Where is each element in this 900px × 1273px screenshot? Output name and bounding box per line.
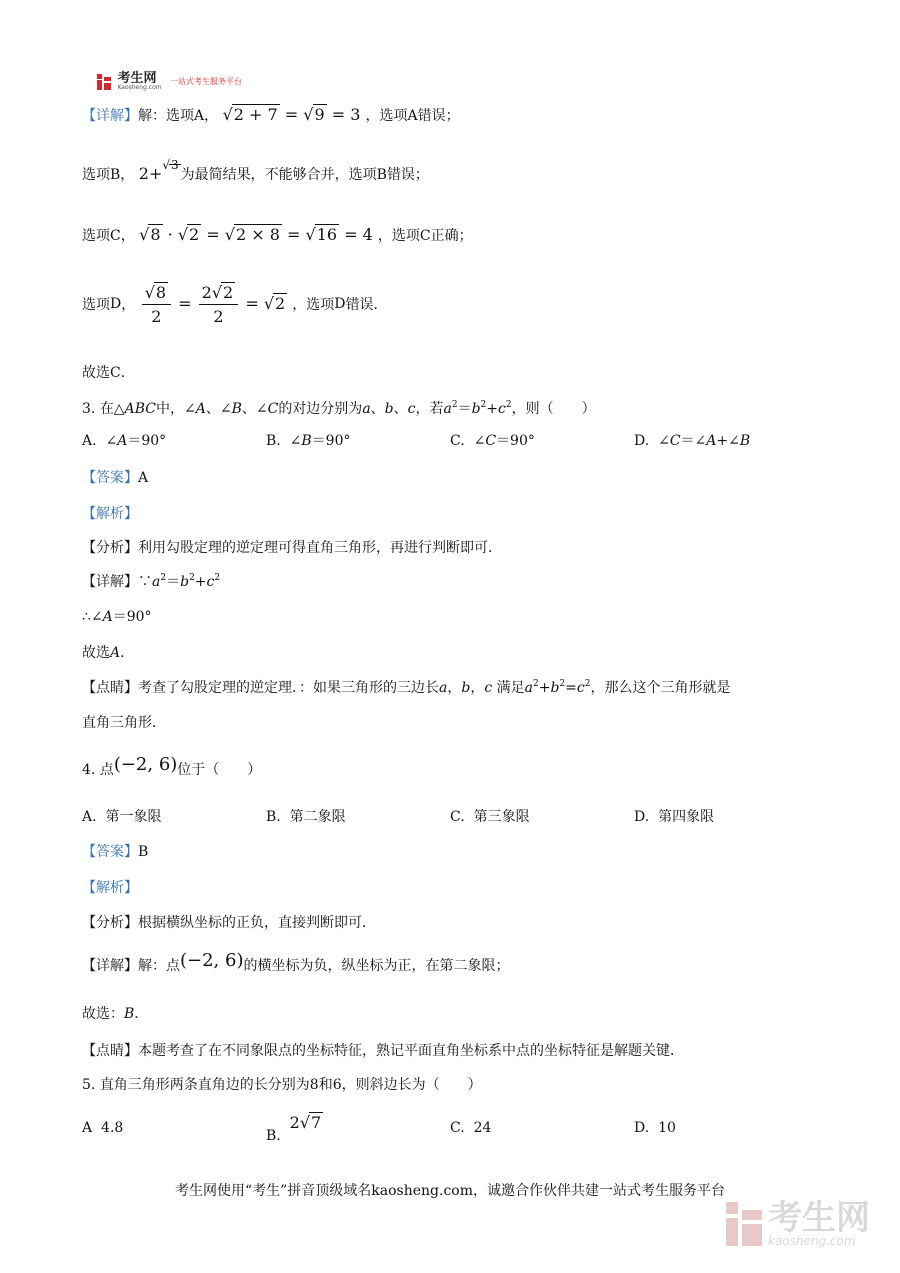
q5-option-a xyxy=(82,1120,123,1136)
watermark-logo-icon xyxy=(724,1200,764,1248)
q2-detail-line-a: 【详解】解：选项A， √2 + 7 = √9 = 3 ，选项A错误； xyxy=(82,105,460,124)
text: ，选项 xyxy=(292,297,335,313)
q3-detail-2: ∴∠A＝90° xyxy=(82,609,152,625)
text: ABC xyxy=(124,401,156,417)
q3-stem: 3. 在△ABC中，∠A、∠B、∠C的对边分别为a、b、c，若$a^2=b^2+c^2$，则（ ） xyxy=(82,400,596,417)
text: 故选： xyxy=(82,1006,124,1022)
math-expression-c: √8 · √2 = √2 × 8 = √16 = 4 xyxy=(139,225,378,244)
option-label: D. xyxy=(634,433,650,449)
option-label: A xyxy=(82,1120,93,1136)
answer-tag: 【答案】 xyxy=(82,844,138,860)
watermark-domain: kaosheng.com xyxy=(768,1234,856,1248)
q3-option-d: D. ∠C＝∠A+∠B xyxy=(634,433,751,449)
question-number: 5. xyxy=(82,1077,96,1093)
text: ，选项 xyxy=(377,228,420,244)
fenxi-tag: 【分析】 xyxy=(82,915,138,931)
text: 、∠ xyxy=(205,401,232,417)
text: 正确； xyxy=(430,228,473,244)
option-text: 4.8 xyxy=(101,1120,124,1136)
answer-letter: A xyxy=(110,645,121,661)
option-letter: C xyxy=(110,228,121,244)
logo-slogan: 一站式考生服务平台 xyxy=(170,77,243,86)
option-letter: A xyxy=(407,108,418,124)
q2-detail-line-d: 选项D， $\frac{√8}{2}$ = $\frac{2√2}{2}$ = √2 ，选项D错误． xyxy=(82,283,388,326)
q4-analysis-tag: 【解析】 xyxy=(82,880,138,896)
text: ，那么这个三角形就是 xyxy=(590,680,731,696)
text: 选项 xyxy=(82,297,110,313)
math-expression-b: 2+$^{√3}$ xyxy=(138,158,179,183)
q4-conclusion xyxy=(82,1003,148,1023)
answer-tag: 【答案】 xyxy=(82,470,138,486)
text: 满足 xyxy=(496,680,525,696)
point-coordinate: (−2, 6) xyxy=(113,754,178,775)
option-label: B. xyxy=(266,433,281,449)
option-letter: B xyxy=(376,167,387,183)
option-label: C. xyxy=(450,809,465,825)
q3-dianjing-2: 直角三角形． xyxy=(82,715,166,731)
text: 点 xyxy=(99,762,114,778)
q2-conclusion xyxy=(82,362,135,382)
option-text: 第四象限 xyxy=(658,809,715,825)
q5-stem xyxy=(82,1074,482,1094)
text: 直角三角形两条直角边的长分别为8和6，则斜边长为（ ） xyxy=(99,1077,482,1093)
answer-value: B xyxy=(138,844,149,860)
logo-domain: Kaosheng.com xyxy=(117,84,162,91)
q2-detail-line-b: 选项B， 2+$^{√3}$为最简结果，不能够合并，选项B错误； xyxy=(82,158,429,183)
text: 解：选项 xyxy=(138,108,194,124)
dianjing-tag: 【点睛】 xyxy=(82,680,138,696)
option-letter: C xyxy=(419,228,431,244)
option-text: 10 xyxy=(658,1120,676,1136)
answer-letter: B xyxy=(124,1006,135,1022)
text: 选项 xyxy=(82,167,110,183)
text: 解：点 xyxy=(138,958,180,974)
q3-detail: 【详解】$\because a^2=b^2+c^2$ xyxy=(82,573,221,590)
point-coordinate: (−2, 6) xyxy=(180,950,244,971)
option-text: 第三象限 xyxy=(473,809,530,825)
text: 的横坐标为负，纵坐标为正，在第二象限； xyxy=(243,958,510,974)
answer-value: A xyxy=(138,470,149,486)
option-letter: A xyxy=(194,108,205,124)
fenxi-tag: 【分析】 xyxy=(82,540,138,556)
header-logo xyxy=(96,72,242,91)
kaosheng-logo-icon xyxy=(96,73,112,91)
option-label: A. xyxy=(82,809,97,825)
text: 、 xyxy=(393,401,408,417)
text: 故选 xyxy=(82,645,110,661)
text: 考查了勾股定理的逆定理．：如果三角形的三边长 xyxy=(138,680,439,696)
text: 为最简结果，不能够合并，选项 xyxy=(180,167,377,183)
q3-answer xyxy=(82,467,148,487)
detail-tag: 【详解】 xyxy=(82,958,138,974)
detail-tag: 【详解】 xyxy=(82,574,138,590)
option-letter: B xyxy=(110,167,121,183)
text: 根据横纵坐标的正负，直接判断即可． xyxy=(138,915,376,931)
text: 故选 xyxy=(82,365,110,381)
text: 中，∠ xyxy=(155,401,196,417)
question-number: 3. xyxy=(82,401,96,417)
q4-option-c xyxy=(450,806,530,826)
logo-text: 考生网 xyxy=(117,71,157,86)
text: 选项 xyxy=(82,228,110,244)
q5-option-b xyxy=(266,1112,323,1144)
text: 在△ xyxy=(99,401,125,417)
text: 错误． xyxy=(345,297,388,313)
q2-detail-line-c: 选项C， √8 · √2 = √2 × 8 = √16 = 4 ，选项C正确； xyxy=(82,225,473,244)
math-expression-d: $\frac{√8}{2}$ = $\frac{2√2}{2}$ = √2 xyxy=(140,294,293,313)
answer-letter: C xyxy=(110,365,121,381)
text: ． xyxy=(120,645,135,661)
text: ，若 xyxy=(415,401,444,417)
q4-stem xyxy=(82,754,261,779)
q3-dianjing: 【点睛】考查了勾股定理的逆定理．：如果三角形的三边长a，b，c 满足$a^2+b^2=c^2$，那么这个三角形就是 xyxy=(82,679,731,696)
q3-analysis-tag: 【解析】 xyxy=(82,506,138,522)
q4-option-d xyxy=(634,806,714,826)
option-letter: D xyxy=(110,296,122,312)
option-label: D. xyxy=(634,809,650,825)
q4-answer xyxy=(82,841,148,861)
text: 的对边分别为 xyxy=(278,401,363,417)
text: ． xyxy=(120,365,135,381)
option-label: D. xyxy=(634,1120,650,1136)
option-text: 2√7 xyxy=(289,1113,322,1132)
q4-option-b xyxy=(266,806,346,826)
option-label: A. xyxy=(82,433,97,449)
q3-option-c: C. ∠C＝90° xyxy=(450,433,535,449)
watermark-text: 考生网 xyxy=(768,1198,870,1238)
text: ，则（ ） xyxy=(511,401,596,417)
math-expression-a: √2 + 7 = √9 = 3 xyxy=(222,105,366,124)
text: ． xyxy=(134,1006,149,1022)
page-footer: 考生网使用“考生”拼音顶级域名kaosheng.com，诚邀合作伙伴共建一站式考生服务平台 xyxy=(174,1183,726,1199)
text: 、 xyxy=(370,401,385,417)
text: 利用勾股定理的逆定理可得直角三角形，再进行判断即可． xyxy=(138,540,502,556)
option-label: C. xyxy=(450,1120,465,1136)
q3-fenxi xyxy=(82,537,502,557)
q4-detail xyxy=(82,950,509,975)
text: 错误； xyxy=(386,167,429,183)
option-text: 24 xyxy=(473,1120,492,1136)
option-label: B. xyxy=(266,809,281,825)
text: ，选项 xyxy=(365,108,408,124)
question-number: 4. xyxy=(82,762,96,778)
q5-option-c xyxy=(450,1120,491,1136)
dianjing-tag: 【点睛】 xyxy=(82,1043,138,1059)
option-label: B. xyxy=(266,1128,281,1144)
detail-tag: 【详解】 xyxy=(82,108,138,124)
watermark xyxy=(724,1200,870,1248)
option-letter: D xyxy=(334,296,346,312)
text: 、∠ xyxy=(241,401,268,417)
text: 错误； xyxy=(417,108,460,124)
option-label: C. xyxy=(450,433,465,449)
q3-option-b: B. ∠B＝90° xyxy=(266,433,351,449)
q4-option-a xyxy=(82,806,161,826)
q4-dianjing xyxy=(82,1040,684,1060)
q3-conclusion xyxy=(82,642,134,662)
text: 本题考查了在不同象限点的坐标特征，熟记平面直角坐标系中点的坐标特征是解题关键． xyxy=(138,1043,684,1059)
option-text: 第二象限 xyxy=(289,809,346,825)
option-text: 第一象限 xyxy=(105,809,162,825)
text: 位于（ ） xyxy=(177,762,262,778)
q3-option-a: A. ∠A＝90° xyxy=(82,433,167,449)
q5-option-d xyxy=(634,1120,676,1136)
q4-fenxi xyxy=(82,912,376,932)
